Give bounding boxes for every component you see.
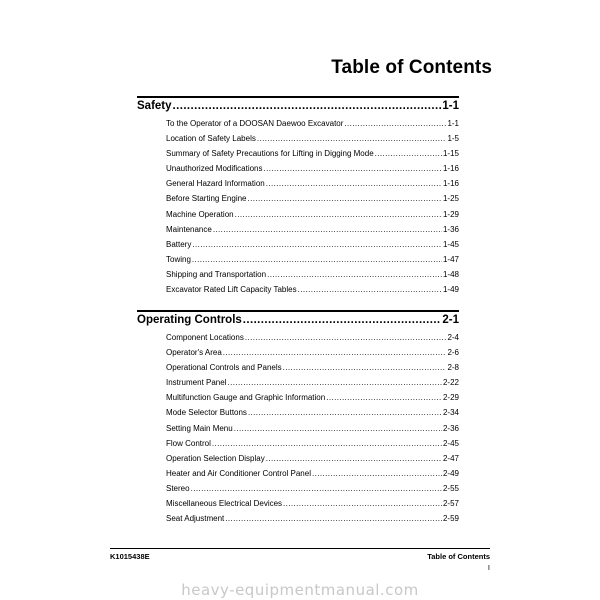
entry-label: Before Starting Engine [166,194,247,204]
dot-leader [234,421,442,436]
entry-page: 2-49 [442,468,459,478]
entry-page: 2-36 [442,423,459,433]
dot-leader [213,222,442,237]
toc-entry[interactable] [166,451,459,466]
dot-leader [312,466,442,481]
dot-leader [192,252,442,267]
dot-leader [266,451,442,466]
entry-label: To the Operator of a DOOSAN Daewoo Excavator [166,119,344,128]
entry-label: Shipping and Transportation [166,269,267,279]
dot-leader [298,282,442,297]
toc-entry[interactable] [166,360,459,375]
entry-label: Operation Selection Display [166,453,265,463]
entry-page: 2-55 [442,483,459,493]
entry-page: 2-22 [442,378,459,388]
entry-label: Setting Main Menu [166,423,233,433]
entry-page: 1-49 [442,285,459,295]
entry-page: 1-1 [447,119,459,128]
footer-section-name: Table of Contents [427,552,490,561]
entry-label: Operator's Area [166,348,222,358]
dot-leader [191,481,442,496]
section-page-number: 1-1 [442,100,459,112]
entry-page: 1-5 [447,134,459,144]
section-page-number: 2-1 [442,314,459,326]
entry-page: 1-36 [442,224,459,234]
entry-label: Seat Adjustment [166,514,225,524]
entry-label: Mode Selector Buttons [166,408,247,418]
toc-entry[interactable] [166,282,459,297]
dot-leader [248,191,442,206]
section-heading-label: Operating Controls [137,314,242,326]
entry-page: 1-25 [442,194,459,204]
dot-leader [235,207,442,222]
entry-label: Battery [166,239,192,249]
entry-page: 2-45 [442,438,459,448]
entry-page: 1-29 [442,209,459,219]
toc-entry[interactable] [166,131,459,146]
entry-page: 1-47 [442,254,459,264]
toc-entry[interactable] [166,237,459,252]
entry-page: 2-8 [447,363,459,373]
toc-entry[interactable] [166,222,459,237]
toc-entry[interactable] [166,330,459,345]
dot-leader [283,360,447,375]
entry-label: Summary of Safety Precautions for Lifting in Digging Mode [166,149,374,159]
section-heading[interactable] [137,96,459,116]
toc-entry[interactable] [166,191,459,206]
dot-leader [257,131,447,146]
dot-leader [225,511,442,526]
entry-label: General Hazard Information [166,179,265,189]
entry-label: Instrument Panel [166,378,227,388]
dot-leader [326,390,442,405]
entry-page: 2-57 [442,499,459,509]
entry-label: Maintenance [166,224,212,234]
entry-label: Stereo [166,483,190,493]
section-heading[interactable] [137,310,459,330]
dot-leader [173,100,442,112]
dot-leader [283,496,442,511]
dot-leader [267,267,442,282]
dot-leader [227,375,442,390]
toc-entry[interactable] [166,252,459,267]
entry-page: 1-15 [442,149,459,159]
entry-label: Towing [166,254,191,264]
entry-page: 1-16 [442,164,459,174]
entry-page: 2-6 [447,348,459,358]
entry-label: Excavator Rated Lift Capacity Tables [166,285,297,295]
entry-label: Flow Control [166,438,211,448]
entry-page: 1-48 [442,269,459,279]
toc-entry[interactable] [166,161,459,176]
entry-page: 2-4 [447,333,459,342]
toc-section-operating-controls [137,310,459,526]
entry-label: Miscellaneous Electrical Devices [166,499,283,509]
toc-entry[interactable] [166,511,459,526]
toc-entry[interactable] [166,146,459,161]
dot-leader [212,436,442,451]
doc-number: K1015438E [110,552,150,561]
toc-entry[interactable] [166,345,459,360]
entry-label: Multifunction Gauge and Graphic Information [166,393,326,403]
dot-leader [344,116,446,131]
toc-section-safety [137,96,459,297]
entry-label: Operational Controls and Panels [166,363,282,373]
entry-page: 2-59 [442,514,459,524]
page-footer [110,548,490,572]
toc-entry[interactable] [166,375,459,390]
dot-leader [266,176,442,191]
toc-entry[interactable] [166,405,459,420]
dot-leader [264,161,442,176]
section-heading-label: Safety [137,100,172,112]
entry-label: Machine Operation [166,209,234,219]
toc-entry[interactable] [166,267,459,282]
dot-leader [248,405,442,420]
dot-leader [192,237,442,252]
dot-leader [245,330,447,345]
entry-label: Component Locations [166,333,244,342]
entry-page: 1-45 [442,239,459,249]
entry-label: Heater and Air Conditioner Control Panel [166,468,311,478]
toc-entry[interactable] [166,421,459,436]
page-number: I [487,563,490,572]
toc-entry[interactable] [166,496,459,511]
toc-entry[interactable] [166,466,459,481]
entry-label: Unauthorized Modifications [166,164,263,174]
toc-entry[interactable] [166,116,459,131]
entry-page: 2-34 [442,408,459,418]
toc-entry[interactable] [166,207,459,222]
toc-entry[interactable] [166,390,459,405]
toc-entry[interactable] [166,436,459,451]
dot-leader [223,345,447,360]
entry-page: 2-47 [442,453,459,463]
page-title: Table of Contents [331,57,492,78]
entry-page: 2-29 [442,393,459,403]
dot-leader [243,314,442,326]
watermark: heavy-equipmentmanual.com [181,581,419,599]
toc-entry[interactable] [166,176,459,191]
toc-entry[interactable] [166,481,459,496]
entry-label: Location of Safety Labels [166,134,256,144]
entry-page: 1-16 [442,179,459,189]
dot-leader [375,146,442,161]
